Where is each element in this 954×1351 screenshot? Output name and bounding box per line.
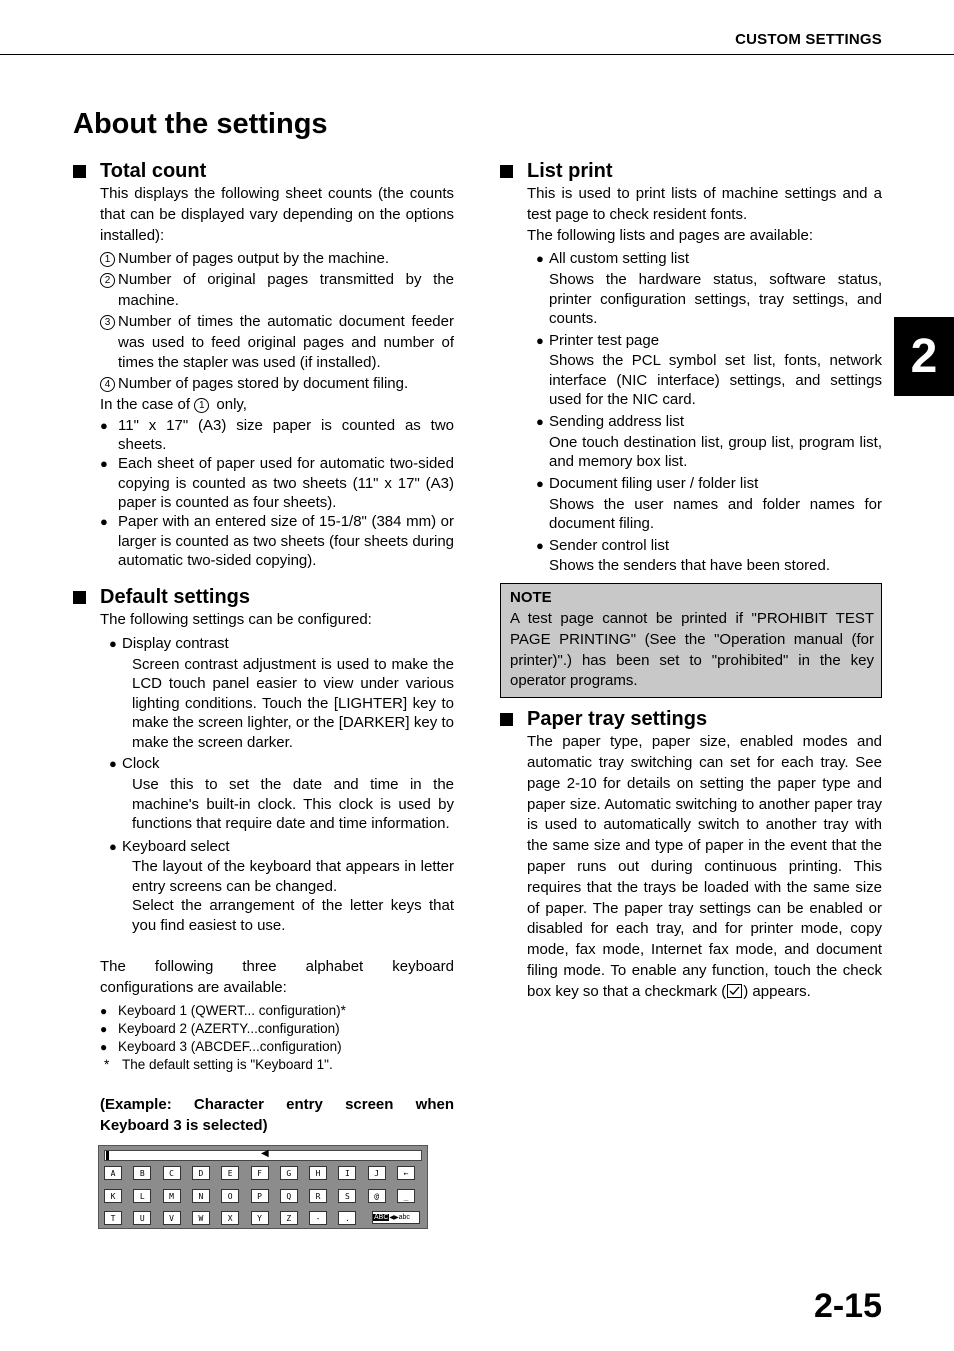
square-bullet-icon bbox=[500, 713, 513, 726]
keyboard-key: Z bbox=[280, 1211, 298, 1225]
list-item: ● Keyboard 1 (QWERT... configuration)* bbox=[100, 1003, 346, 1019]
keyboard-list bbox=[100, 1002, 454, 1074]
count-item: 3 Number of times the automatic document feeder was used to feed original pages and number of times the stapler was used (if installed). bbox=[100, 312, 454, 374]
keyboard-key: . bbox=[338, 1211, 356, 1225]
text-entry-bar bbox=[104, 1150, 422, 1161]
page-title: About the settings bbox=[73, 108, 328, 140]
keyboard-key: N bbox=[192, 1189, 210, 1203]
count-item: 1 Number of pages output by the machine. bbox=[100, 249, 454, 270]
section-list-print: List print bbox=[500, 158, 882, 184]
keyboard-key: @ bbox=[368, 1189, 386, 1203]
count-item: 2 Number of original pages transmitted by the machine. bbox=[100, 270, 454, 312]
list-item: ● 11" x 17" (A3) size paper is counted as two sheets. bbox=[100, 416, 454, 454]
section-default-settings: Default settings bbox=[73, 584, 454, 610]
keyboard-key: Y bbox=[251, 1211, 269, 1225]
keyboard-key: X bbox=[221, 1211, 239, 1225]
keyboard-intro-line1: The following three alphabet keyboard bbox=[100, 958, 454, 976]
keyboard-screen-image bbox=[98, 1145, 428, 1229]
keyboard-key: U bbox=[133, 1211, 151, 1225]
chapter-tab: 2 bbox=[894, 317, 954, 396]
keyboard-key: ← bbox=[397, 1166, 415, 1180]
text-cursor bbox=[106, 1151, 109, 1160]
header-rule bbox=[0, 54, 954, 55]
list-item: ● All custom setting list Shows the hardware status, software status, printer configuration settings, tray settings, and counts. bbox=[536, 250, 882, 328]
setting-item-display-contrast: ● Display contrast Screen contrast adjustment is used to make the LCD touch panel easier to view under various lighting conditions. Touch the [LIGHTER] key to make the screen lighter, or the [DARKER] key to make the screen darker. bbox=[109, 634, 454, 751]
total-count-body bbox=[100, 184, 454, 570]
keyboard-key: J bbox=[368, 1166, 386, 1180]
total-count-intro: This displays the following sheet counts (the counts that can be displayed vary depending on the options installed): bbox=[100, 185, 454, 244]
count-item: 4 Number of pages stored by document filing. bbox=[100, 374, 454, 395]
circled-number-1: 1 bbox=[194, 398, 209, 413]
square-bullet-icon bbox=[73, 591, 86, 604]
case-note: In the case of 1 only, bbox=[100, 395, 247, 413]
example-caption: (Example: Character entry screen when Keyboard 3 is selected) bbox=[100, 1096, 454, 1135]
keyboard-key: D bbox=[192, 1166, 210, 1180]
list-item: ● Document filing user / folder list Shows the user names and folder names for document filing. bbox=[536, 474, 882, 533]
circled-number-3: 3 bbox=[100, 315, 115, 330]
keyboard-key: G bbox=[280, 1166, 298, 1180]
circled-number-2: 2 bbox=[100, 273, 115, 288]
keyboard-key: E bbox=[221, 1166, 239, 1180]
keyboard-key: W bbox=[192, 1211, 210, 1225]
keyboard-key: R bbox=[309, 1189, 327, 1203]
paper-tray-body bbox=[527, 732, 882, 1004]
keyboard-key: K bbox=[104, 1189, 122, 1203]
cursor-left-arrow-icon: ◀ bbox=[261, 1148, 269, 1159]
square-bullet-icon bbox=[500, 165, 513, 178]
keyboard-key: T bbox=[104, 1211, 122, 1225]
keyboard-key: - bbox=[309, 1211, 327, 1225]
keyboard-key: C bbox=[163, 1166, 181, 1180]
keyboard-key: O bbox=[221, 1189, 239, 1203]
section-paper-tray-settings: Paper tray settings bbox=[500, 706, 882, 732]
paper-tray-text: The paper type, paper size, enabled modes and automatic tray switching can set for each tray. See page 2-10 for details on setting the paper type and paper size. Automatic switching to another paper tray is used to automatically switch to another tray with the same size and type of paper in the event that the paper runs out during continuous printing. This requires that the trays be loaded with the same size of paper. The paper tray settings can be enabled or disabled for each tray, and for printer mode, copy mode, fax mode, Internet fax mode, and document filing mode. To enable any function, touch the check box key so that a checkmark ( ) appears. bbox=[527, 732, 882, 1004]
list-item: ● Keyboard 2 (AZERTY...configuration) bbox=[100, 1021, 340, 1037]
circled-number-1: 1 bbox=[100, 252, 115, 267]
keyboard-key: P bbox=[251, 1189, 269, 1203]
circled-number-4: 4 bbox=[100, 377, 115, 392]
keyboard-key: F bbox=[251, 1166, 269, 1180]
list-item: ● Sending address list One touch destination list, group list, program list, and memory box list. bbox=[536, 412, 882, 471]
keyboard-key: S bbox=[338, 1189, 356, 1203]
footnote: * The default setting is "Keyboard 1". bbox=[104, 1057, 333, 1073]
keyboard-key: Q bbox=[280, 1189, 298, 1203]
keyboard-key: I bbox=[338, 1166, 356, 1180]
keyboard-intro-line2: configurations are available: bbox=[100, 979, 287, 997]
square-bullet-icon bbox=[73, 165, 86, 178]
note-box: NOTE A test page cannot be printed if "PROHIBIT TEST PAGE PRINTING" (See the "Operation manual (for printer)".) has been set to "prohibited" in the key operator programs. bbox=[500, 583, 882, 698]
list-item: ● Each sheet of paper used for automatic two-sided copying is counted as two sheets (11" x 17" (A3) paper is counted as four sheets). bbox=[100, 455, 454, 511]
keyboard-key: B bbox=[133, 1166, 151, 1180]
keyboard-key: L bbox=[133, 1189, 151, 1203]
keyboard-key: V bbox=[163, 1211, 181, 1225]
list-print-body: This is used to print lists of machine settings and a test page to check resident fonts. The following lists and pages are available: ● All custom setting list Shows the hardware status, software status, printer configuration settings, tray settings, and counts. ● Printer test page Shows the PCL symbol set list, fonts, network interface (NIC interface) settings, and settings used for the NIC card. ● Sending address list One touch destination list, group list, program list, and memory box list. ● Document filing user / folder list Shows the user names and folder names for document filing. ● Sender control list Shows the senders that have been stored. bbox=[527, 184, 882, 577]
setting-item-clock: ● Clock Use this to set the date and time in the machine's built-in clock. This clock is used by functions that require date and time information. bbox=[109, 755, 454, 833]
list-item: ● Keyboard 3 (ABCDEF...configuration) bbox=[100, 1039, 342, 1055]
keyboard-key: M bbox=[163, 1189, 181, 1203]
list-item: ● Printer test page Shows the PCL symbol set list, fonts, network interface (NIC interface) settings, and settings used for the NIC card. bbox=[536, 331, 882, 409]
running-header: CUSTOM SETTINGS bbox=[735, 31, 882, 48]
right-column bbox=[500, 158, 882, 1005]
left-column bbox=[73, 158, 454, 1136]
keyboard-key: H bbox=[309, 1166, 327, 1180]
page-number: 2-15 bbox=[813, 1287, 882, 1325]
setting-item-keyboard-select: ● Keyboard select The layout of the keyboard that appears in letter entry screens can be changed. Select the arrangement of the letter keys that you find easiest to use. bbox=[109, 837, 454, 934]
default-settings-body: The following settings can be configured: ● Display contrast Screen contrast adjustment is used to make the LCD touch panel easier to view under various lighting conditions. Touch the [LIGHTER] key to make the screen lighter, or the [DARKER] key to make the screen darker. ● Clock Use this to set the date and time in the machine's built-in clock. This clock is used by functions that require date and time information. ● Keyboard select The layout of the keyboard that appears in letter entry screens can be changed. Select the arrangement of the letter keys that you find easiest to use. The following three alphabet keyboard configurations are available: ● Keyboard 1 (QWERT... configuration)* ● Keyboard 2 (AZERTY...configuration) ● Keyboard 3 (ABCDEF...configuration) * The default setting is "Keyboard 1". (Example: Character entry screen when Keyboard 3 is selected) bbox=[100, 611, 454, 1135]
list-item: ● Sender control list Shows the senders that have been stored. bbox=[536, 536, 831, 575]
mode-toggle-key: ABC◀▶abc bbox=[372, 1211, 420, 1224]
list-item: ● Paper with an entered size of 15-1/8" (384 mm) or larger is counted as two sheets (four sheets during automatic two-sided copying). bbox=[100, 513, 455, 569]
section-total-count: Total count bbox=[73, 158, 454, 184]
keyboard-key: _ bbox=[397, 1189, 415, 1203]
keyboard-key: A bbox=[104, 1166, 122, 1180]
checkmark-box-icon bbox=[727, 984, 742, 1005]
